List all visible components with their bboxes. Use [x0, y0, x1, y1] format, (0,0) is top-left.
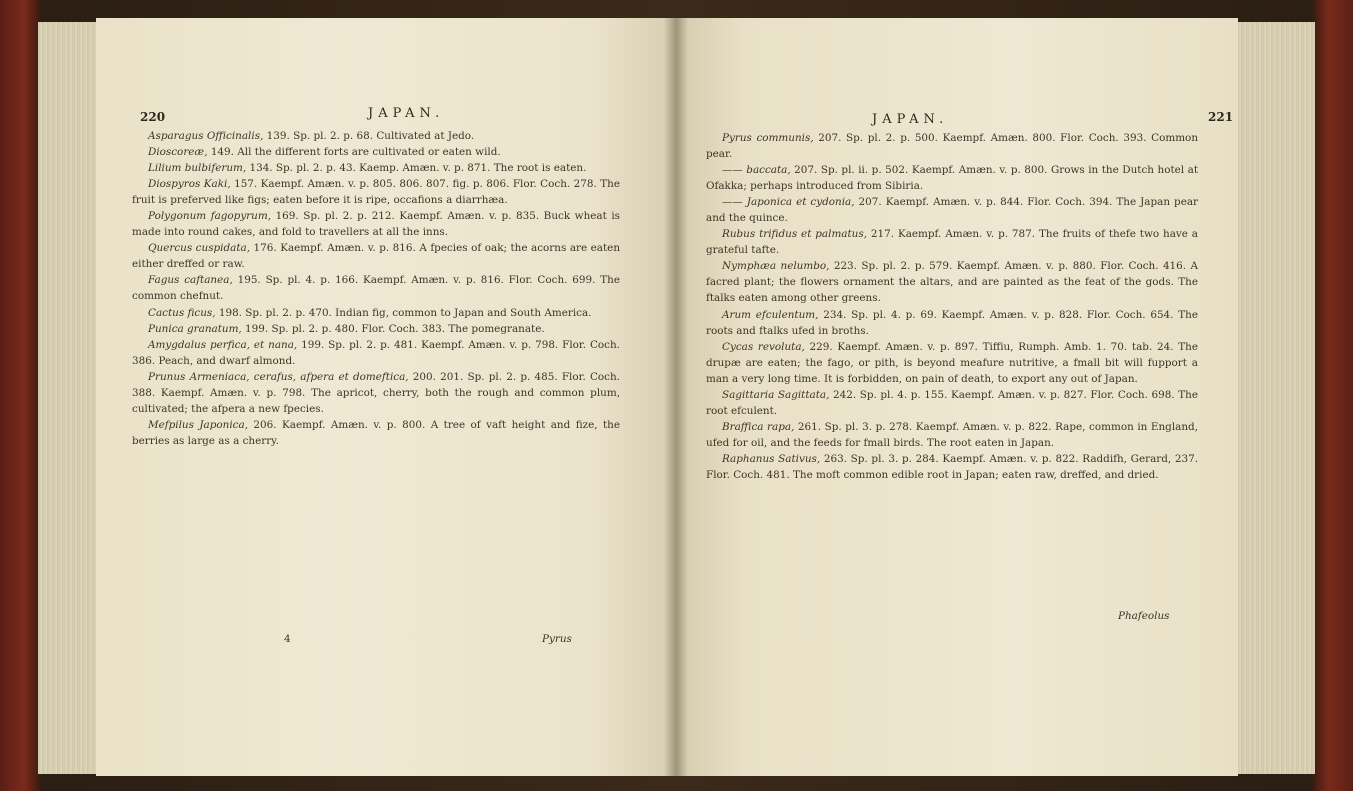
species-name: Quercus cuspidata, [148, 242, 251, 255]
entry [706, 130, 1198, 162]
catchword: Phafeolus [1118, 610, 1170, 622]
entry [132, 321, 620, 337]
signature-mark: 4 [284, 633, 291, 645]
entry-text: 242. Sp. pl. 4. p. 155. Kaempf. Amæn. v. p. 827. Flor. Coch. 698. The root efculent. [706, 388, 1198, 417]
entry [132, 176, 620, 208]
entry-text: 199. Sp. pl. 2. p. 480. Flor. Coch. 383. The pomegranate. [241, 322, 545, 335]
entry [706, 419, 1198, 451]
entry [706, 451, 1198, 483]
book-cover-left [0, 0, 40, 791]
species-name: —— baccata, [722, 164, 791, 177]
species-name: Lilium bulbiferum, [148, 162, 247, 175]
entry-text: 223. Sp. pl. 2. p. 579. Kaempf. Amæn. v. p. 880. Flor. Coch. 416. A facred plant; the flowers ornament the altars, and are painted as the feat of the gods. The ftalks eaten among other greens. [706, 260, 1198, 305]
species-name: Diospyros Kaki, [148, 178, 231, 191]
page-body [132, 128, 620, 449]
page-edges-left [38, 22, 98, 774]
entry-text: 157. Kaempf. Amæn. v. p. 805. 806. 807. fig. p. 806. Flor. Coch. 278. The fruit is preferved like figs; eaten before it is ripe, occafions a diarrhæa. [132, 178, 620, 207]
species-name: Arum efculentum, [722, 308, 819, 321]
entry [706, 194, 1198, 226]
entry [132, 144, 620, 160]
entry-text: 207. Kaempf. Amæn. v. p. 844. Flor. Coch. 394. The Japan pear and the quince. [706, 196, 1199, 225]
entry-text: 234. Sp. pl. 4. p. 69. Kaempf. Amæn. v. p. 828. Flor. Coch. 654. The roots and ftalks ufed in broths. [706, 308, 1198, 337]
species-name: Punica granatum, [148, 322, 242, 335]
species-name: Mefpilus Japonica, [148, 418, 248, 431]
entry [132, 240, 620, 272]
entry-text: 207. Sp. pl. ii. p. 502. Kaempf. Amæn. v. p. 800. Grows in the Dutch hotel at Ofakka; perhaps introduced from Sibiria. [706, 164, 1198, 193]
entry-text: 263. Sp. pl. 3. p. 284. Kaempf. Amæn. v. p. 822. Raddifh, Gerard, 237. Flor. Coch. 481. The moft common edible root in Japan; eaten raw, dreffed, and dried. [706, 452, 1198, 481]
species-name: Rubus trifidus et palmatus, [722, 228, 868, 241]
left-page [96, 18, 676, 776]
entry-text: 199. Sp. pl. 2. p. 481. Kaempf. Amæn. v. p. 798. Flor. Coch. 386. Peach, and dwarf almond. [132, 338, 620, 367]
entry [706, 339, 1198, 387]
species-name: Raphanus Sativus, [722, 452, 821, 465]
entry [706, 387, 1198, 419]
species-name: Cycas revoluta, [722, 340, 805, 353]
species-name: Pyrus communis, [722, 132, 814, 144]
running-head: JAPAN. [368, 106, 445, 121]
entry-text: 149. All the different forts are cultivated or eaten wild. [207, 146, 501, 159]
entry [132, 369, 620, 417]
species-name: Cactus ficus, [148, 306, 216, 319]
species-name: Dioscoreæ, [148, 146, 208, 159]
page-edges-right [1237, 22, 1315, 774]
right-page [676, 18, 1238, 776]
entry [132, 417, 620, 449]
entry-text: 176. Kaempf. Amæn. v. p. 816. A fpecies of oak; the acorns are eaten either dreffed or raw. [132, 242, 621, 271]
entry-text: 195. Sp. pl. 4. p. 166. Kaempf. Amæn. v. p. 816. Flor. Coch. 699. The common chefnut. [132, 274, 620, 303]
entry [706, 226, 1198, 258]
species-name: Polygonum fagopyrum, [148, 210, 272, 223]
entry [132, 128, 620, 144]
entry [706, 258, 1198, 306]
entry-text: 217. Kaempf. Amæn. v. p. 787. The fruits of thefe two have a grateful tafte. [706, 228, 1199, 257]
entry-text: 261. Sp. pl. 3. p. 278. Kaempf. Amæn. v. p. 822. Rape, common in England, ufed for oil, and the feeds for fmall birds. The root eaten in Japan. [706, 420, 1198, 449]
entry-text: 229. Kaempf. Amæn. v. p. 897. Tiffiu, Rumph. Amb. 1. 70. tab. 24. The drupæ are eaten; the fago, or pith, is beyond meafure nutritive, a fmall bit will fupport a man a very long time. It is forbidden, on pain of death, to export any out of Japan. [706, 340, 1198, 385]
species-name: Fagus caftanea, [148, 274, 233, 287]
entry-text: 206. Kaempf. Amæn. v. p. 800. A tree of vaft height and fize, the berries as large as a cherry. [132, 418, 621, 447]
entry [132, 160, 620, 176]
entry [132, 337, 620, 369]
book-gutter [664, 18, 688, 776]
running-head: JAPAN. [872, 112, 949, 127]
species-name: Asparagus Officinalis, [148, 130, 264, 142]
species-name: Braffica rapa, [722, 420, 795, 433]
page-number: 221 [1208, 110, 1234, 124]
entry-text: 169. Sp. pl. 2. p. 212. Kaempf. Amæn. v. p. 835. Buck wheat is made into round cakes, and fold to travellers at all the inns. [132, 210, 620, 239]
entry [706, 307, 1198, 339]
species-name: —— Japonica et cydonia, [722, 196, 855, 209]
species-name: Prunus Armeniaca, cerafus, afpera et domeftica, [148, 370, 409, 383]
entry-text: 139. Sp. pl. 2. p. 68. Cultivated at Jedo. [263, 130, 475, 142]
book-cover-right [1313, 0, 1353, 791]
page-number: 220 [140, 110, 166, 124]
entry [132, 208, 620, 240]
entry-text: 200. 201. Sp. pl. 2. p. 485. Flor. Coch. 388. Kaempf. Amæn. v. p. 798. The apricot, cherry, both the rough and common plum, cultivated; the afpera a new fpecies. [132, 370, 620, 415]
catchword: Pyrus [542, 633, 572, 645]
species-name: Sagittaria Sagittata, [722, 388, 830, 401]
species-name: Nymphæa nelumbo, [722, 260, 830, 273]
entry [132, 272, 620, 304]
page-body [706, 130, 1198, 483]
entry [706, 162, 1198, 194]
species-name: Amygdalus perfica, et nana, [148, 338, 298, 351]
entry [132, 305, 620, 321]
entry-text: 198. Sp. pl. 2. p. 470. Indian fig, common to Japan and South America. [215, 306, 592, 319]
entry-text: 207. Sp. pl. 2. p. 500. Kaempf. Amæn. 800. Flor. Coch. 393. Common pear. [706, 132, 1199, 161]
entry-text: 134. Sp. pl. 2. p. 43. Kaemp. Amæn. v. p. 871. The root is eaten. [246, 162, 587, 175]
